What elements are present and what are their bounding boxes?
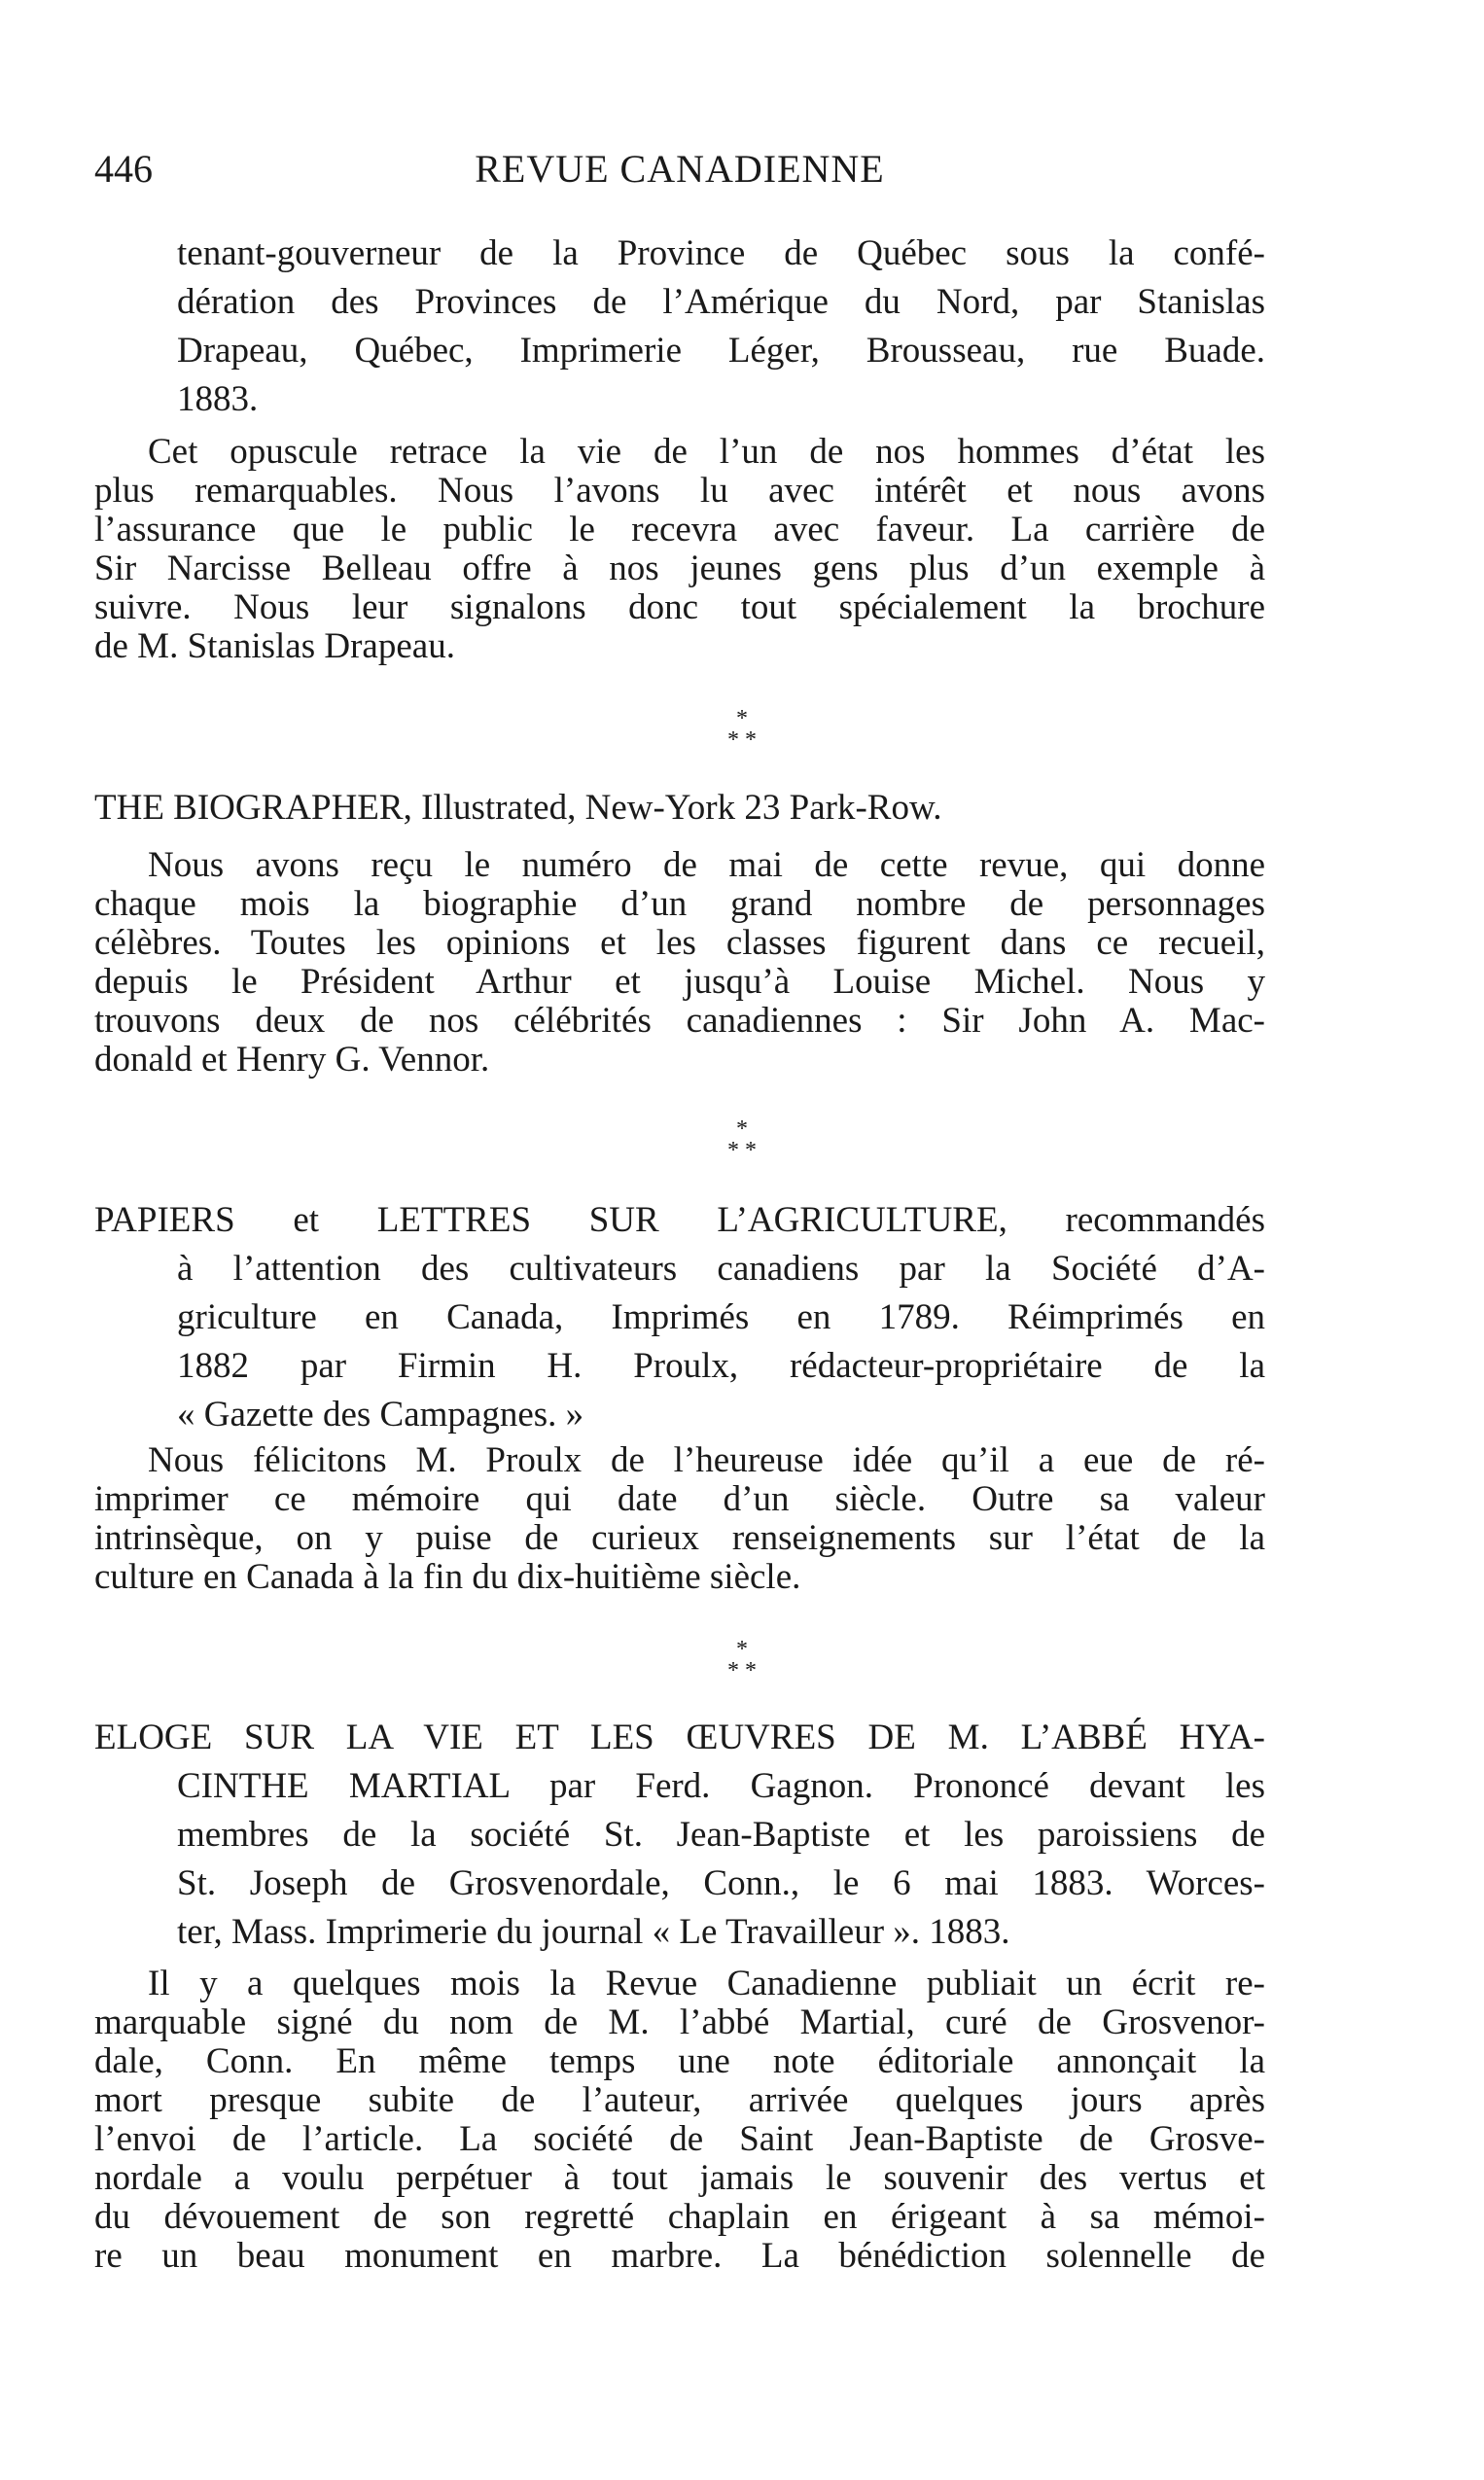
entry-4-body xyxy=(94,1965,1265,2276)
body-line: trouvons deux de nos célébrités canadiennes : Sir John A. Mac- xyxy=(94,1001,1265,1041)
body-line: intrinsèque, on y puise de curieux renseignements sur l’état de la xyxy=(94,1518,1265,1558)
body-line: plus remarquables. Nous l’avons lu avec intérêt et nous avons xyxy=(94,471,1265,511)
body-line: mort presque subite de l’auteur, arrivée quelques jours après xyxy=(94,2080,1265,2120)
entry-2-heading xyxy=(94,784,1265,833)
body-line: de M. Stanislas Drapeau. xyxy=(94,626,455,666)
section-separator xyxy=(0,708,1484,751)
body-line: suivre. Nous leur signalons donc tout spécialement la brochure xyxy=(94,587,1265,627)
entry-1-head-line: Drapeau, Québec, Imprimerie Léger, Brousseau, rue Buade. xyxy=(177,331,1265,371)
page-number: 446 xyxy=(94,147,153,191)
entry-4-head-line: ter, Mass. Imprimerie du journal « Le Travailleur ». 1883. xyxy=(177,1912,1010,1952)
separator-star-top: * xyxy=(736,1637,748,1662)
entry-1-body xyxy=(94,433,1265,666)
body-line: dale, Conn. En même temps une note éditoriale annonçait la xyxy=(94,2041,1265,2081)
entry-1-head-line: 1883. xyxy=(177,379,259,419)
body-line: donald et Henry G. Vennor. xyxy=(94,1040,490,1080)
entry-1-head-line: dération des Provinces de l’Amérique du Nord, par Stanislas xyxy=(177,282,1265,322)
entry-4-heading xyxy=(94,1714,1265,1957)
entry-3-head-line: 1882 par Firmin H. Proulx, rédacteur-propriétaire de la xyxy=(177,1346,1265,1386)
section-separator xyxy=(0,1118,1484,1161)
entry-4-head-line: ELOGE SUR LA VIE ET LES ŒUVRES DE M. L’ABBÉ HYA- xyxy=(94,1718,1265,1757)
entry-4-head-line: membres de la société St. Jean-Baptiste et les paroissiens de xyxy=(177,1815,1265,1855)
entry-1-heading xyxy=(94,230,1265,424)
entry-4-head-line: CINTHE MARTIAL par Ferd. Gagnon. Prononcé devant les xyxy=(177,1766,1265,1806)
entry-3-body xyxy=(94,1441,1265,1597)
entry-3-heading xyxy=(94,1196,1265,1439)
entry-3-head-line: PAPIERS et LETTRES SUR L’AGRICULTURE, recommandés xyxy=(94,1200,1265,1240)
body-line: culture en Canada à la fin du dix-huitième siècle. xyxy=(94,1557,801,1597)
body-line: célèbres. Toutes les opinions et les classes figurent dans ce recueil, xyxy=(94,923,1265,963)
separator-star-bottom: * * xyxy=(727,1138,757,1163)
body-line: depuis le Président Arthur et jusqu’à Louise Michel. Nous y xyxy=(94,962,1265,1002)
running-title: REVUE CANADIENNE xyxy=(475,147,885,191)
body-line: Nous félicitons M. Proulx de l’heureuse idée qu’il a eue de ré- xyxy=(148,1440,1265,1480)
body-line: Il y a quelques mois la Revue Canadienne publiait un écrit re- xyxy=(148,1964,1265,2003)
body-line: marquable signé du nom de M. l’abbé Martial, curé de Grosvenor- xyxy=(94,2002,1265,2042)
separator-star-top: * xyxy=(736,1116,748,1142)
body-line: nordale a voulu perpétuer à tout jamais le souvenir des vertus et xyxy=(94,2158,1265,2198)
separator-star-bottom: * * xyxy=(727,727,757,753)
entry-2-head-line: THE BIOGRAPHER, Illustrated, New-York 23 Park-Row. xyxy=(94,788,942,828)
body-line: l’envoi de l’article. La société de Saint Jean-Baptiste de Grosve- xyxy=(94,2119,1265,2159)
entry-1-head-line: tenant-gouverneur de la Province de Québec sous la confé- xyxy=(177,233,1265,273)
body-line: Nous avons reçu le numéro de mai de cette revue, qui donne xyxy=(148,845,1265,885)
separator-star-bottom: * * xyxy=(727,1658,757,1683)
body-line: du dévouement de son regretté chaplain en érigeant à sa mémoi- xyxy=(94,2197,1265,2237)
body-line: imprimer ce mémoire qui date d’un siècle. Outre sa valeur xyxy=(94,1479,1265,1519)
body-line: chaque mois la biographie d’un grand nombre de personnages xyxy=(94,884,1265,924)
body-line: l’assurance que le public le recevra avec faveur. La carrière de xyxy=(94,510,1265,549)
body-line: Sir Narcisse Belleau offre à nos jeunes gens plus d’un exemple à xyxy=(94,549,1265,588)
separator-star-top: * xyxy=(736,706,748,731)
entry-4-head-line: St. Joseph de Grosvenordale, Conn., le 6 mai 1883. Worces- xyxy=(177,1863,1265,1903)
body-line: Cet opuscule retrace la vie de l’un de nos hommes d’état les xyxy=(148,432,1265,472)
entry-3-head-line: griculture en Canada, Imprimés en 1789. Réimprimés en xyxy=(177,1297,1265,1337)
body-line: re un beau monument en marbre. La bénédiction solennelle de xyxy=(94,2236,1265,2276)
entry-2-body xyxy=(94,846,1265,1080)
section-separator xyxy=(0,1639,1484,1682)
running-header xyxy=(94,146,1265,204)
entry-3-head-line: « Gazette des Campagnes. » xyxy=(177,1395,584,1435)
entry-3-head-line: à l’attention des cultivateurs canadiens par la Société d’A- xyxy=(177,1249,1265,1289)
